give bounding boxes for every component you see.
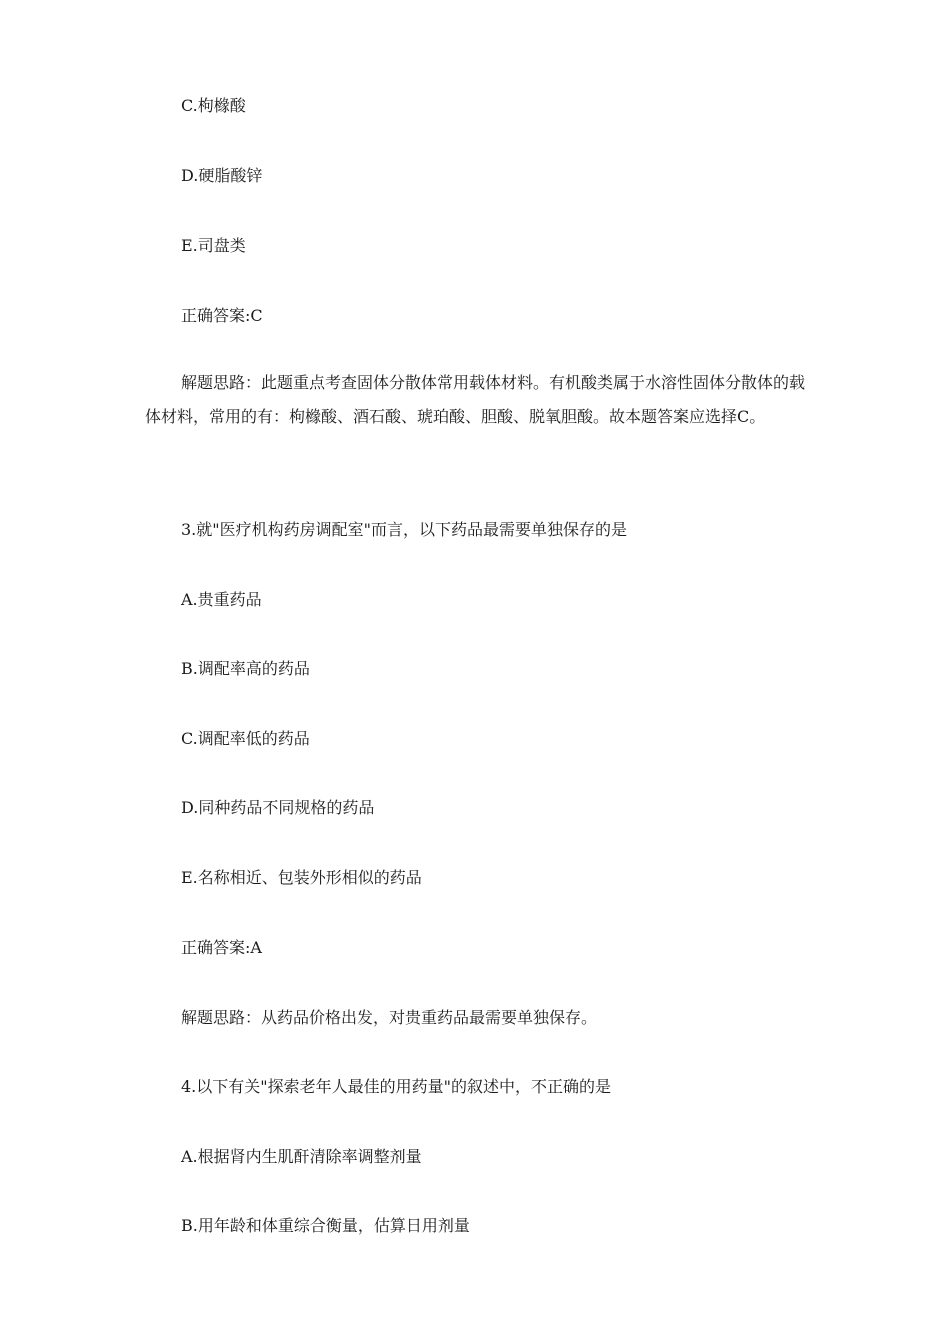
q2-option-e: E.司盘类 xyxy=(181,236,246,255)
q3-option-b: B.调配率高的药品 xyxy=(181,659,310,678)
q4-stem: 4.以下有关"探索老年人最佳的用药量"的叙述中，不正确的是 xyxy=(181,1077,611,1096)
q3-option-a: A.贵重药品 xyxy=(181,590,262,609)
q2-option-c: C.枸橼酸 xyxy=(181,96,246,115)
q3-answer: 正确答案:A xyxy=(181,938,262,957)
q3-option-c: C.调配率低的药品 xyxy=(181,729,310,748)
q3-stem: 3.就"医疗机构药房调配室"而言，以下药品最需要单独保存的是 xyxy=(181,520,627,539)
q2-explanation: 解题思路：此题重点考查固体分散体常用载体材料。有机酸类属于水溶性固体分散体的载体材料，常用的有：枸橼酸、酒石酸、琥珀酸、胆酸、脱氧胆酸。故本题答案应选择C。 xyxy=(145,373,806,426)
q4-option-a: A.根据肾内生肌酐清除率调整剂量 xyxy=(181,1147,422,1166)
q3-explanation: 解题思路：从药品价格出发，对贵重药品最需要单独保存。 xyxy=(181,1008,598,1027)
q3-option-e: E.名称相近、包装外形相似的药品 xyxy=(181,868,422,887)
q2-option-d: D.硬脂酸锌 xyxy=(181,166,263,185)
q3-option-d: D.同种药品不同规格的药品 xyxy=(181,798,375,817)
q2-answer: 正确答案:C xyxy=(181,306,263,325)
q4-option-b: B.用年龄和体重综合衡量，估算日用剂量 xyxy=(181,1216,470,1235)
